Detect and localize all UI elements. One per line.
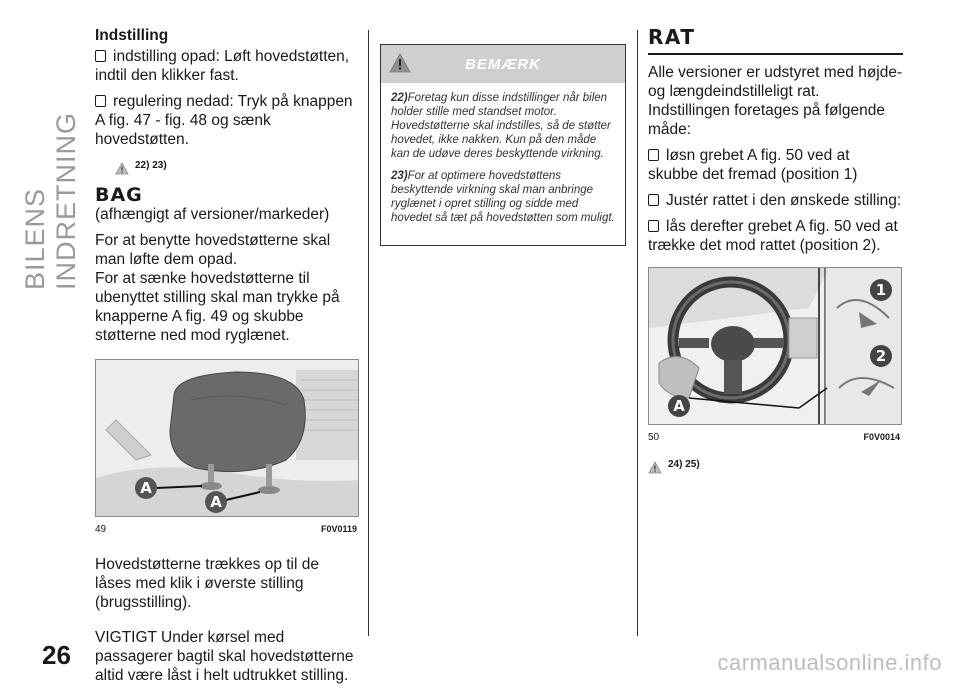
headrest-illustration [96,360,358,516]
watermark: carmanualsonline.info [717,650,942,675]
bag-subtitle: (afhængigt af versioner/markeder) [95,206,330,223]
column-2 [380,44,626,246]
warning-triangle-icon [115,162,129,175]
steering-wheel-illustration [649,268,901,424]
warning-reference: 22) 23) [115,156,357,175]
list-item: løsn grebet A fig. 50 ved at skubbe det fremad (position 1) [648,147,858,183]
label-2: 2 [875,347,887,365]
label-a: A [210,493,222,511]
figure-50-steering-wheel [648,267,902,425]
heading-indstilling: Indstilling [95,27,169,44]
note-item: 23)For at optimere hovedstøttens beskyttende virkning skal man anbringe ryglænet i opret stilling og sidde med hovedet så tæt på hovedstøtten som muligt. [391,170,615,224]
figure-caption [648,428,900,447]
figure-caption [95,520,357,539]
column-divider-1 [368,30,369,636]
paragraph: Indstillingen foretages på følgende måde: [648,102,885,138]
list-item: lås derefter grebet A fig. 50 ved at trække det mod rattet (position 2). [648,218,898,254]
paragraph: Alle versioner er udstyret med højde- og længdeindstilleligt rat. [648,64,903,100]
figure-code: F0V0119 [320,524,357,534]
note-body [381,83,625,245]
checkbox-bullet-icon [95,50,106,62]
column-3 [648,26,903,484]
column-divider-2 [637,30,638,636]
figure-49-headrest [95,359,359,517]
note-box [380,44,626,246]
note-title: BEMÆRK [465,55,541,73]
page-number: 26 [42,640,71,670]
warning-triangle-icon [648,461,662,474]
column-1 [95,26,357,692]
figure-code: F0V0014 [863,432,900,442]
paragraph: VIGTIGT Under kørsel med passagerer bagtil skal hovedstøtterne altid være låst i helt udtrukket stilling. [95,629,354,684]
paragraph: Hovedstøtterne trækkes op til de låses med klik i øverste stilling (brugsstilling). [95,556,319,611]
checkbox-bullet-icon [648,149,659,161]
heading-rat: RAT [648,26,903,55]
paragraph: For at benytte hovedstøtterne skal man løfte dem opad. [95,232,331,268]
checkbox-bullet-icon [648,194,659,206]
warning-reference: 24) 25) [648,455,903,474]
label-a: A [140,479,152,497]
note-header [381,45,625,83]
section-side-title: BILENS INDRETNING [20,112,81,290]
warning-triangle-icon [389,53,411,73]
note-item: 22)Foretag kun disse indstillinger når bilen holder stille med standset motor. Hovedstøtterne skal indstilles, så de støtter hovedet, ikke nakken. Kun på den måde kan de udøve deres beskyttende virkning. [391,92,611,160]
figure-number: 49 [95,524,107,535]
checkbox-bullet-icon [95,95,106,107]
paragraph: For at sænke hovedstøtterne til ubenyttet stilling skal man trykke på knapperne A fig. 49 og skubbe støtterne ned mod ryglænet. [95,270,340,344]
list-item: regulering nedad: Tryk på knappen A fig. 47 - fig. 48 og sænk hovedstøtten. [95,93,353,148]
label-1: 1 [875,281,887,299]
label-a: A [673,397,685,415]
list-item: indstilling opad: Løft hovedstøtten, indtil den klikker fast. [95,48,350,84]
heading-bag: BAG [95,184,143,206]
checkbox-bullet-icon [648,220,659,232]
figure-number: 50 [648,432,660,443]
list-item: Justér rattet i den ønskede stilling: [648,191,903,210]
